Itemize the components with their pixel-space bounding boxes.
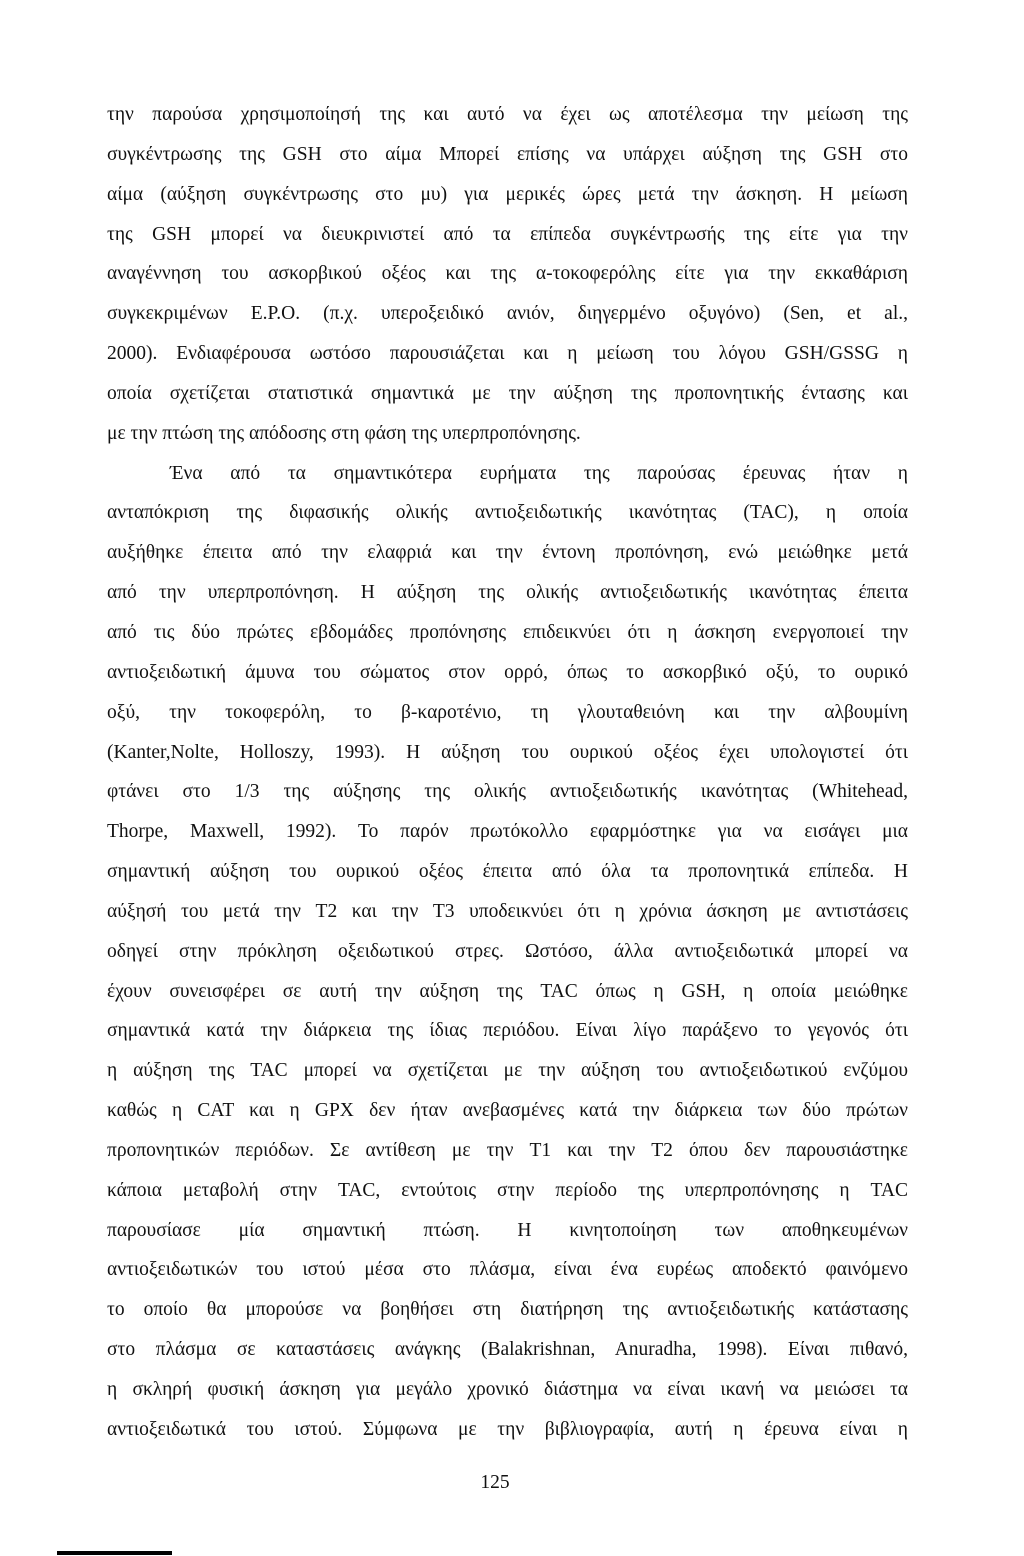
text-line: συγκέντρωσης της GSH στο αίμα Μπορεί επίσης να υπάρχει αύξηση της GSH στο	[107, 143, 908, 165]
page-number: 125	[480, 1472, 510, 1493]
text-line: παρουσίασε μία σημαντική πτώση. Η κινητοποίηση των αποθηκευμένων	[107, 1219, 908, 1241]
text-line: το οποίο θα μπορούσε να βοηθήσει στη διατήρηση της αντιοξειδωτικής κατάστασης	[107, 1299, 908, 1321]
text-line: προπονητικών περιόδων. Σε αντίθεση με την T1 και την T2 όπου δεν παρουσιάστηκε	[107, 1139, 908, 1161]
text-line: οδηγεί στην πρόκληση οξειδωτικού στρες. Ωστόσο, άλλα αντιοξειδωτικά μπορεί να	[107, 940, 908, 962]
text-line: αναγέννηση του ασκορβικού οξέος και της α-τοκοφερόλης είτε για την εκκαθάριση	[107, 263, 908, 285]
text-line: 2000). Ενδιαφέρουσα ωστόσο παρουσιάζεται και η μείωση του λόγου GSH/GSSG η	[107, 343, 908, 365]
text-line: αντιοξειδωτική άμυνα του σώματος στον ορρό, όπως το ασκορβικό οξύ, το ουρικό	[107, 661, 908, 683]
paragraph	[107, 454, 908, 1450]
text-line: από την υπερπροπόνηση. Η αύξηση της ολικής αντιοξειδωτικής ικανότητας έπειτα	[107, 582, 908, 604]
text-line: αυξήθηκε έπειτα από την ελαφριά και την έντονη προπόνηση, ενώ μειώθηκε μετά	[107, 542, 908, 564]
text-line: φτάνει στο 1/3 της αύξησης της ολικής αντιοξειδωτικής ικανότητας (Whitehead,	[107, 781, 908, 803]
text-line: από τις δύο πρώτες εβδομάδες προπόνησης επιδεικνύει ότι η άσκηση ενεργοποιεί την	[107, 621, 908, 643]
footer-rule	[57, 1551, 172, 1555]
text-line: κάποια μεταβολή στην TAC, εντούτοις στην περίοδο της υπερπροπόνησης η TAC	[107, 1179, 908, 1201]
text-line: της GSH μπορεί να διευκρινιστεί από τα επίπεδα συγκέντρωσής της είτε για την	[107, 223, 908, 245]
text-line: οποία σχετίζεται στατιστικά σημαντικά με την αύξηση της προπονητικής έντασης και	[107, 382, 908, 404]
text-line: Ένα από τα σημαντικότερα ευρήματα της παρούσας έρευνας ήταν η	[170, 462, 908, 484]
text-line: την παρούσα χρησιμοποίησή της και αυτό να έχει ως αποτέλεσμα την μείωση της	[107, 104, 908, 125]
text-line: συγκεκριμένων E.P.O. (π.χ. υπεροξειδικό ανιόν, διηγερμένο οξυγόνο) (Sen, et al.,	[107, 303, 908, 325]
text-line: έχουν συνεισφέρει σε αυτή την αύξηση της TAC όπως η GSH, η οποία μειώθηκε	[107, 980, 908, 1002]
text-line: ανταπόκριση της διφασικής ολικής αντιοξειδωτικής ικανότητας (TAC), η οποία	[107, 502, 908, 524]
text-line: αντιοξειδωτικά του ιστού. Σύμφωνα με την βιβλιογραφία, αυτή η έρευνα είναι η	[107, 1418, 908, 1440]
text-line: σημαντική αύξηση του ουρικού οξέος έπειτα από όλα τα προπονητικά επίπεδα. Η	[107, 861, 908, 883]
paragraph	[107, 95, 908, 454]
text-line: σημαντικά κατά την διάρκεια της ίδιας περιόδου. Είναι λίγο παράξενο το γεγονός ότι	[107, 1020, 908, 1042]
body-text	[107, 95, 908, 1450]
text-line: η αύξηση της TAC μπορεί να σχετίζεται με την αύξηση του αντιοξειδωτικού ενζύμου	[107, 1060, 908, 1082]
text-line: (Kanter,Nolte, Holloszy, 1993). Η αύξηση του ουρικού οξέος έχει υπολογιστεί ότι	[107, 741, 908, 763]
text-line: αντιοξειδωτικών του ιστού μέσα στο πλάσμα, είναι ένα ευρέως αποδεκτό φαινόμενο	[107, 1259, 908, 1281]
text-line: καθώς η CAT και η GPX δεν ήταν ανεβασμένες κατά την διάρκεια των δύο πρώτων	[107, 1100, 908, 1122]
text-line: με την πτώση της απόδοσης στη φάση της υπερπροπόνησης.	[107, 422, 581, 444]
text-line: αίμα (αύξηση συγκέντρωσης στο μυ) για μερικές ώρες μετά την άσκηση. Η μείωση	[107, 183, 908, 205]
text-line: αύξησή του μετά την T2 και την T3 υποδεικνύει ότι η χρόνια άσκηση με αντιστάσεις	[107, 900, 908, 922]
text-line: οξύ, την τοκοφερόλη, το β-καροτένιο, τη γλουταθειόνη και την αλβουμίνη	[107, 701, 908, 723]
text-line: Thorpe, Maxwell, 1992). Το παρόν πρωτόκολλο εφαρμόστηκε για να εισάγει μια	[107, 821, 908, 843]
text-line: στο πλάσμα σε καταστάσεις ανάγκης (Balakrishnan, Anuradha, 1998). Είναι πιθανό,	[107, 1339, 908, 1361]
text-line: η σκληρή φυσική άσκηση για μεγάλο χρονικό διάστημα να είναι ικανή να μειώσει τα	[107, 1379, 908, 1400]
